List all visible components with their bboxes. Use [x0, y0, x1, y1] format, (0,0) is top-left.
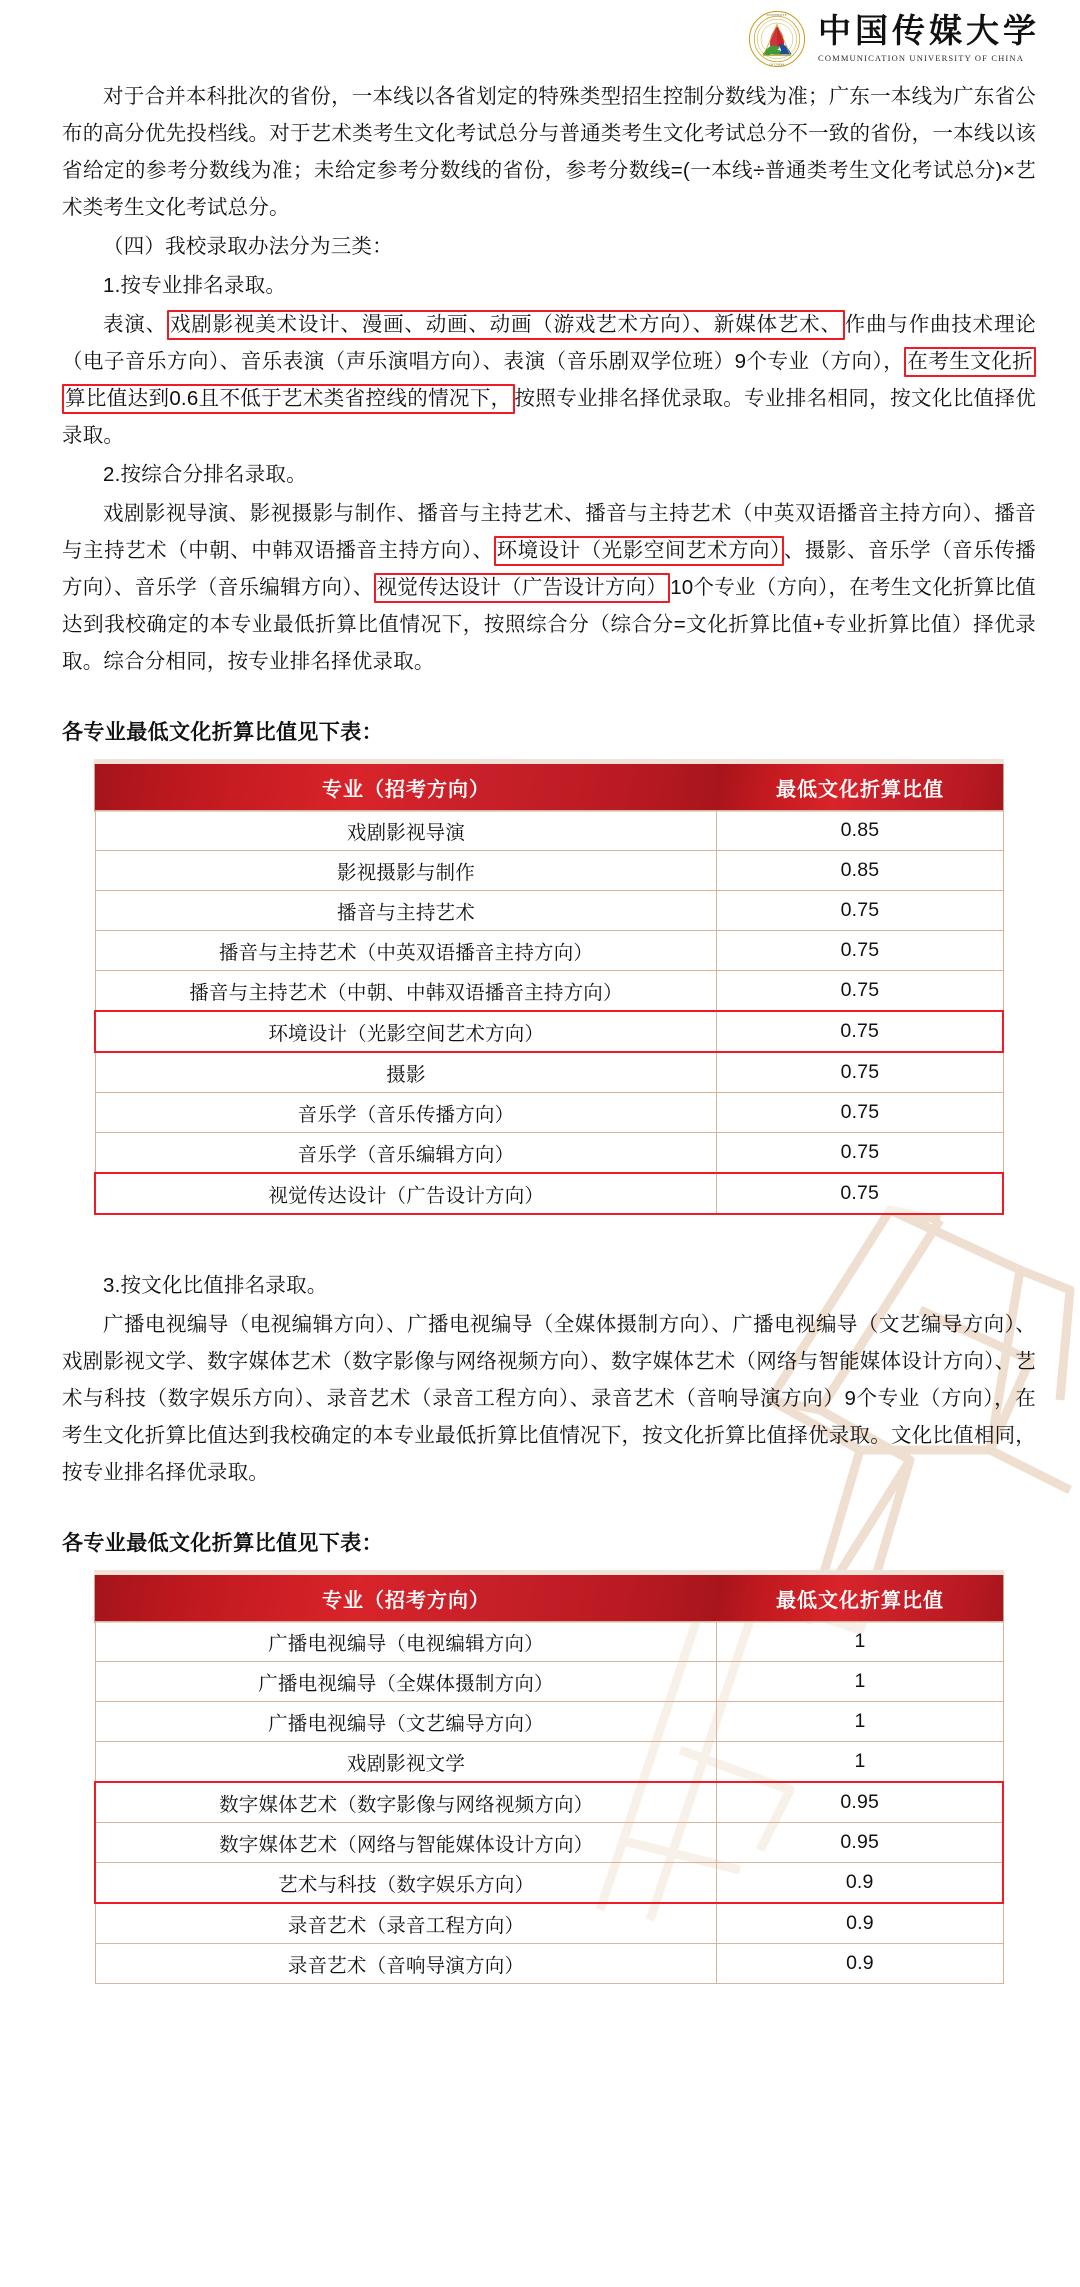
table2-header-row	[95, 1575, 1003, 1622]
page-header	[0, 0, 1080, 67]
cell-value: 0.85	[717, 811, 1003, 851]
cell-major: 录音艺术（录音工程方向）	[95, 1903, 717, 1944]
paragraph-rule-1-title: 1.按专业排名录取。	[103, 274, 287, 297]
table-row	[95, 971, 1003, 1012]
cell-major: 艺术与科技（数字娱乐方向）	[95, 1863, 717, 1904]
text-run-plain: 作曲与作曲技术理论（电子音乐方向）、音乐表演（声乐演唱方向）、表演（音乐剧双学位班）9个专业（方向），	[62, 313, 1036, 373]
document-body	[0, 64, 1080, 2018]
text-run-plain: 按照专业排名择优录取。专业排名相同，按文化比值择优录取。	[62, 387, 1036, 447]
table-minimum-culture-ratio-2	[94, 1575, 1004, 1984]
table1-col-major: 专业（招考方向）	[95, 764, 717, 811]
cell-value: 0.75	[717, 1052, 1003, 1093]
cell-value: 0.75	[717, 971, 1003, 1012]
paragraph-rule-3-title: 3.按文化比值排名录取。	[103, 1274, 328, 1297]
table-row	[95, 931, 1003, 971]
table2-col-value: 最低文化折算比值	[717, 1575, 1003, 1622]
table-row	[95, 1782, 1003, 1823]
table-row	[95, 1173, 1003, 1214]
table-row	[95, 1622, 1003, 1662]
table2-caption: 各专业最低文化折算比值见下表：	[62, 1532, 383, 1555]
text-run-plain: 表演、	[103, 313, 167, 336]
cell-major: 播音与主持艺术（中朝、中韩双语播音主持方向）	[95, 971, 717, 1012]
cell-major: 戏剧影视导演	[95, 811, 717, 851]
svg-text:OF CHINA: OF CHINA	[769, 62, 785, 67]
cell-value: 1	[717, 1702, 1003, 1742]
svg-text:UNIVERSITY: UNIVERSITY	[767, 12, 787, 17]
cell-value: 0.75	[717, 891, 1003, 931]
table-row	[95, 851, 1003, 891]
paragraph-rule-3-body: 广播电视编导（电视编辑方向）、广播电视编导（全媒体摄制方向）、广播电视编导（文艺编导方向）、戏剧影视文学、数字媒体艺术（数字影像与网络视频方向）、数字媒体艺术（网络与智能媒体设计方向）、艺术与科技（数字娱乐方向）、录音艺术（录音工程方向）、录音艺术（音响导演方向）9个专业（方向），在考生文化折算比值达到我校确定的本专业最低折算比值情况下，按文化折算比值择优录取。文化比值相同，按专业排名择优录取。	[62, 1313, 1036, 1484]
table1-col-value: 最低文化折算比值	[717, 764, 1003, 811]
cell-major: 播音与主持艺术	[95, 891, 717, 931]
table-row	[95, 891, 1003, 931]
cell-major: 音乐学（音乐传播方向）	[95, 1093, 717, 1133]
cell-value: 0.75	[717, 1093, 1003, 1133]
table1-header-row	[95, 764, 1003, 811]
table-row	[95, 1702, 1003, 1742]
table-row	[95, 1662, 1003, 1702]
cell-major: 数字媒体艺术（网络与智能媒体设计方向）	[95, 1823, 717, 1863]
cell-value: 0.95	[717, 1782, 1003, 1823]
table-row	[95, 1093, 1003, 1133]
paragraph-rule-2-body	[62, 495, 1036, 680]
cell-major: 广播电视编导（文艺编导方向）	[95, 1702, 717, 1742]
cell-value: 0.75	[717, 1173, 1003, 1214]
table-row	[95, 1903, 1003, 1944]
table-row	[95, 811, 1003, 851]
cell-value: 0.95	[717, 1823, 1003, 1863]
highlight-majors-group-a: 戏剧影视美术设计、漫画、动画、动画（游戏艺术方向）、新媒体艺术、	[167, 310, 845, 340]
cell-major: 环境设计（光影空间艺术方向）	[95, 1011, 717, 1052]
cell-value: 0.9	[717, 1863, 1003, 1904]
table2-container	[94, 1575, 1004, 1984]
highlight-environmental-design: 环境设计（光影空间艺术方向）	[494, 536, 784, 566]
cell-major: 摄影	[95, 1052, 717, 1093]
cell-major: 戏剧影视文学	[95, 1742, 717, 1783]
cell-major: 影视摄影与制作	[95, 851, 717, 891]
cell-major: 音乐学（音乐编辑方向）	[95, 1133, 717, 1174]
cell-value: 0.75	[717, 931, 1003, 971]
paragraph-rule-2-title: 2.按综合分排名录取。	[103, 463, 307, 486]
cell-value: 0.75	[717, 1133, 1003, 1174]
table-row	[95, 1133, 1003, 1174]
table1-caption: 各专业最低文化折算比值见下表：	[62, 721, 383, 744]
highlight-visual-communication-design: 视觉传达设计（广告设计方向）	[374, 573, 671, 603]
paragraph-section-four: （四）我校录取办法分为三类：	[103, 235, 393, 258]
cell-major: 播音与主持艺术（中英双语播音主持方向）	[95, 931, 717, 971]
cell-value: 0.9	[717, 1944, 1003, 1984]
cell-value: 1	[717, 1622, 1003, 1662]
table-row	[95, 1944, 1003, 1984]
cell-major: 数字媒体艺术（数字影像与网络视频方向）	[95, 1782, 717, 1823]
text-run-plain: 戏剧影视导演、影视摄影与制作、播音与主持艺术、播音与主持艺术（中英双语播音主持方向）、播音与主持艺术（中朝、中韩双语播音主持方向）、	[62, 502, 1036, 562]
text-run-plain: 10个专业（方向），在考生文化折算比值达到我校确定的本专业最低折算比值情况下，按照综合分（综合分=文化折算比值+专业折算比值）择优录取。综合分相同，按专业排名择优录取。	[62, 576, 1036, 673]
table1-container	[94, 764, 1004, 1215]
table-row	[95, 1742, 1003, 1783]
highlight-culture-ratio-condition: 在考生文化折算比值达到0.6且不低于艺术类省控线的情况下，	[62, 347, 1036, 414]
cell-value: 0.85	[717, 851, 1003, 891]
table-row	[95, 1823, 1003, 1863]
logo-name-cn: 中国传媒大学	[818, 14, 1040, 51]
cell-major: 录音艺术（音响导演方向）	[95, 1944, 717, 1984]
table-minimum-culture-ratio-1	[94, 764, 1004, 1215]
cell-value: 1	[717, 1742, 1003, 1783]
cell-major: 视觉传达设计（广告设计方向）	[95, 1173, 717, 1214]
logo-name-en: COMMUNICATION UNIVERSITY OF CHINA	[818, 52, 1024, 63]
paragraph-rule-1-body	[62, 306, 1036, 454]
table1-body	[95, 811, 1003, 1215]
cell-value: 0.75	[717, 1011, 1003, 1052]
university-emblem-icon	[748, 10, 806, 68]
table-row	[95, 1863, 1003, 1904]
text-run-plain: 、摄影、音乐学（音乐传播方向）、音乐学（音乐编辑方向）、	[62, 539, 1036, 599]
university-logo	[748, 10, 1040, 68]
table2-col-major: 专业（招考方向）	[95, 1575, 717, 1622]
cell-major: 广播电视编导（电视编辑方向）	[95, 1622, 717, 1662]
paragraph-scoreline-rules: 对于合并本科批次的省份，一本线以各省划定的特殊类型招生控制分数线为准；广东一本线为广东省公布的高分优先投档线。对于艺术类考生文化考试总分与普通类考生文化考试总分不一致的省份，一本线以该省给定的参考分数线为准；未给定参考分数线的省份，参考分数线=(一本线÷普通类考生文化考试总分)×艺术类考生文化考试总分。	[62, 85, 1036, 219]
cell-value: 1	[717, 1662, 1003, 1702]
table2-body	[95, 1622, 1003, 1984]
cell-major: 广播电视编导（全媒体摄制方向）	[95, 1662, 717, 1702]
cell-value: 0.9	[717, 1903, 1003, 1944]
table-row	[95, 1011, 1003, 1052]
table-row	[95, 1052, 1003, 1093]
